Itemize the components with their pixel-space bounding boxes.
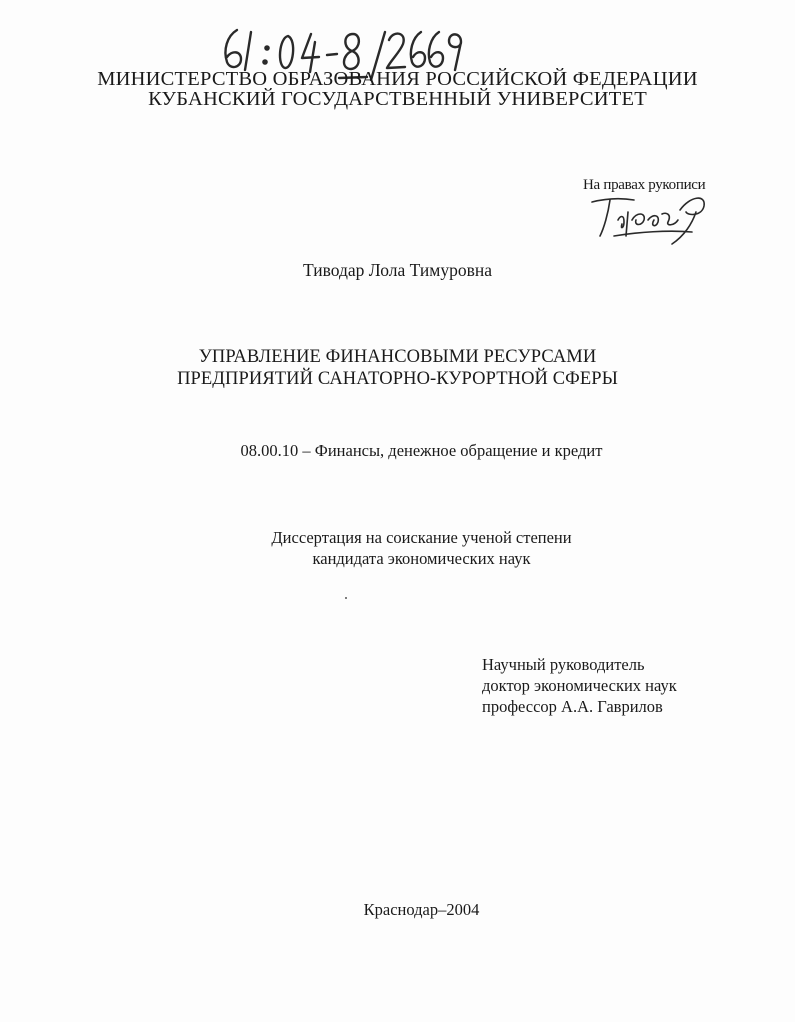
degree-statement-line-1: Диссертация на соискание ученой степени — [271, 528, 572, 547]
dissertation-title-line-2: ПРЕДПРИЯТИЙ САНАТОРНО-КУРОРТНОЙ СФЕРЫ — [177, 369, 618, 389]
specialty-code: 08.00.10 – Финансы, денежное обращение и кредит — [240, 441, 603, 460]
degree-statement-line-2: кандидата экономических наук — [312, 549, 531, 568]
author-name: Тиводар Лола Тимуровна — [303, 260, 492, 280]
university-heading: КУБАНСКИЙ ГОСУДАРСТВЕННЫЙ УНИВЕРСИТЕТ — [148, 88, 647, 110]
author-signature — [588, 190, 718, 248]
city-year: Краснодар–2004 — [363, 900, 480, 919]
ministry-heading: МИНИСТЕРСТВО ОБРАЗОВАНИЯ РОССИЙСКОЙ ФЕДЕРАЦИИ — [97, 68, 698, 90]
advisor-role: Научный руководитель — [482, 655, 645, 674]
advisor-credential: доктор экономических наук — [482, 676, 677, 695]
advisor-name: профессор А.А. Гаврилов — [482, 697, 663, 716]
dissertation-title-line-1: УПРАВЛЕНИЕ ФИНАНСОВЫМИ РЕСУРСАМИ — [198, 347, 597, 367]
manuscript-rights-note: На правах рукописи — [583, 177, 706, 193]
scan-speck — [345, 597, 347, 599]
